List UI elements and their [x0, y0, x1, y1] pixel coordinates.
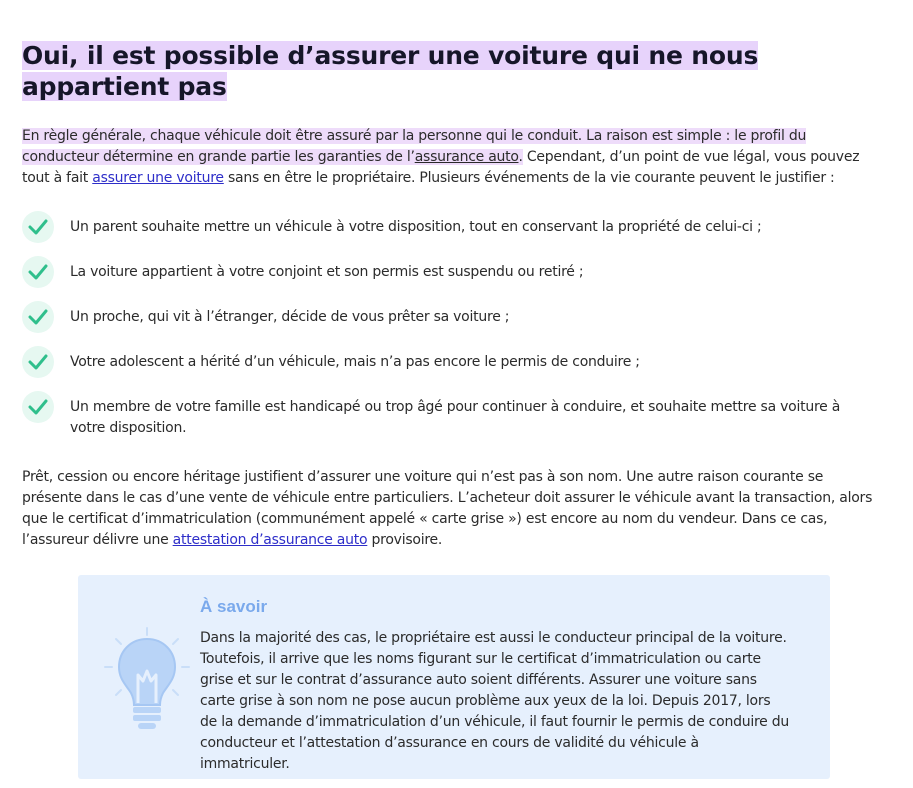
info-box [78, 575, 830, 779]
list-item-text: Un membre de votre famille est handicapé ou trop âgé pour continuer à conduire, et souhaite mettre sa voiture à votre disposition. [70, 399, 841, 436]
checkmark-icon [22, 301, 54, 333]
list-item-text: Votre adolescent a hérité d’un véhicule, mais n’a pas encore le permis de conduire ; [70, 354, 640, 370]
assurer-une-voiture-link[interactable]: assurer une voiture [92, 170, 224, 186]
article [22, 40, 874, 548]
intro-highlight-end: . [518, 149, 523, 165]
intro-paragraph [22, 126, 874, 189]
info-box-title: À savoir [200, 597, 268, 616]
intro-text-end: sans en être le propriétaire. Plusieurs événements de la vie courante peuvent le justifier : [223, 170, 835, 186]
checkmark-icon [22, 346, 54, 378]
list-item-text: Un proche, qui vit à l’étranger, décide de vous prêter sa voiture ; [70, 309, 510, 325]
intro-text: Cependant, d’un point de vue légal, vous pouvez tout à fait [22, 149, 860, 186]
second-paragraph-end: provisoire. [367, 532, 443, 548]
lightbulb-icon [102, 625, 192, 735]
list-item-text: La voiture appartient à votre conjoint et son permis est suspendu ou retiré ; [70, 264, 584, 280]
info-box-text: Dans la majorité des cas, le propriétaire est aussi le conducteur principal de la voiture. Toutefois, il arrive que les noms figurant sur le certificat d’immatriculation ou carte grise et sur le contrat d’assurance auto soient différents. Assurer une voiture sans carte grise à son nom ne pose aucun problème aux yeux de la loi. Depuis 2017, lors de la demande d’immatriculation d’un véhicule, il faut fournir le permis de conduire du conducteur et l’attestation d’assurance en cours de validité du véhicule à immatriculer. [200, 630, 789, 772]
attestation-assurance-link[interactable]: attestation d’assurance auto [172, 532, 368, 548]
intro-highlight-text: En règle générale, chaque véhicule doit être assuré par la personne qui le conduit. La raison est simple : le profil du conducteur détermine en grande partie les garanties de l’ [22, 128, 807, 165]
second-paragraph-text: Prêt, cession ou encore héritage justifient d’assurer une voiture qui n’est pas à son nom. Une autre raison courante se présente dans le cas d’une vente de véhicule entre particuliers. L’acheteur doit assurer le véhicule avant la transaction, alors que le certificat d’immatriculation (communément appelé « carte grise ») est encore au nom du vendeur. Dans ce cas, l’assureur délivre une [22, 469, 873, 548]
assurance-auto-link[interactable]: assurance auto [414, 149, 519, 165]
checkmark-icon [22, 256, 54, 288]
page-title [22, 40, 874, 102]
checkmark-icon [22, 391, 54, 423]
second-paragraph [22, 467, 874, 551]
page-title-text: Oui, il est possible d’assurer une voiture qui ne nous appartient pas [22, 41, 759, 101]
checkmark-icon [22, 211, 54, 243]
list-item-text: Un parent souhaite mettre un véhicule à votre disposition, tout en conservant la propriété de celui-ci ; [70, 219, 762, 235]
